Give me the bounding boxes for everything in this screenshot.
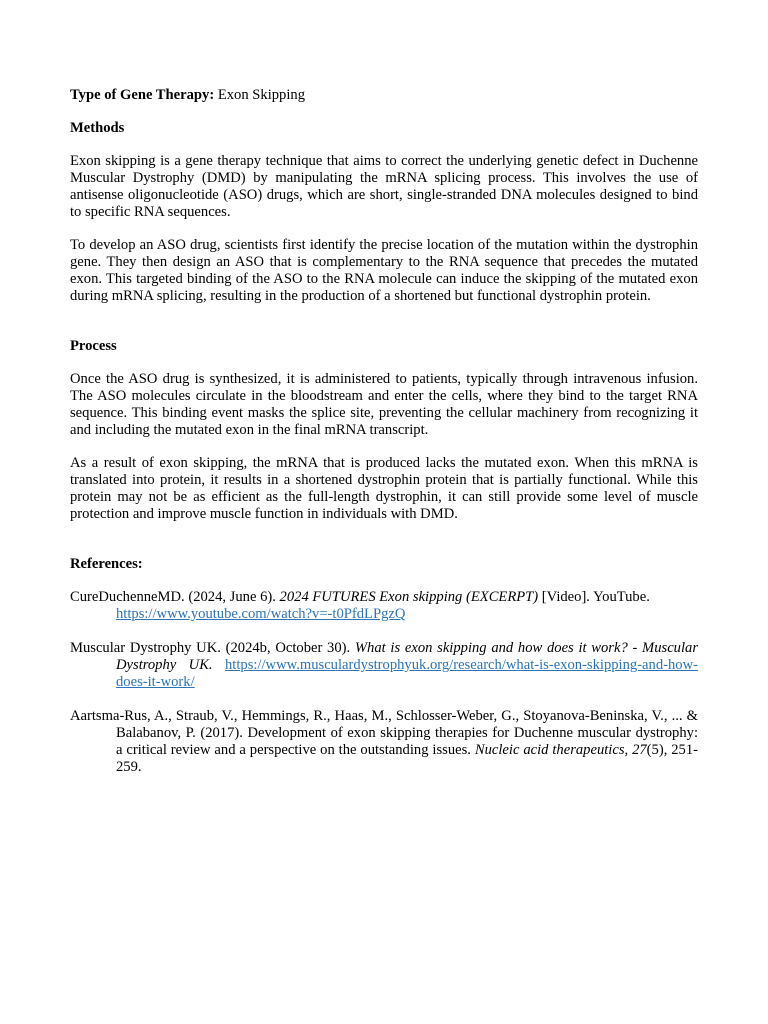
document-page <box>70 87 698 793</box>
reference-1-link[interactable]: https://www.youtube.com/watch?v=-t0PfdLPgzQ <box>116 606 406 622</box>
reference-2-title: What is exon skipping and how does it work? - Muscular Dystrophy UK. <box>116 640 698 673</box>
references-heading: References: <box>70 556 143 572</box>
therapy-type-value: Exon Skipping <box>214 87 305 103</box>
reference-item <box>70 708 698 776</box>
reference-1-source: [Video]. YouTube. <box>538 589 650 605</box>
methods-heading: Methods <box>70 120 125 136</box>
methods-paragraph-2: To develop an ASO drug, scientists first identify the precise location of the mutation within the dystrophin gene. They then design an ASO that is complementary to the RNA sequence that precedes the mutated exon. This targeted binding of the ASO to the RNA molecule can induce the skipping of the mutated exon during mRNA splicing, resulting in the production of a shortened but functional dystrophin protein. <box>70 237 698 304</box>
reference-3-citation: Aartsma-Rus, A., Straub, V., Hemmings, R., Haas, M., Schlosser-Weber, G., Stoyanova-Beninska, V., ... & Balabanov, P. (2017). Development of exon skipping therapies for Duchenne muscular dystrophy: a critical review and a perspective on the outstanding issues. <box>70 708 698 758</box>
reference-2-space <box>213 657 225 673</box>
process-paragraph-2: As a result of exon skipping, the mRNA that is produced lacks the mutated exon. When this mRNA is translated into protein, it results in a shortened dystrophin protein that is partially functional. While this protein may not be as efficient as the full-length dystrophin, it can still provide some level of muscle protection and improve muscle function in individuals with DMD. <box>70 455 698 522</box>
therapy-type-line <box>70 87 698 104</box>
therapy-type-label: Type of Gene Therapy: <box>70 87 215 103</box>
process-heading: Process <box>70 338 117 354</box>
reference-item <box>70 640 698 691</box>
reference-1-authors: CureDuchenneMD. (2024, June 6). <box>70 589 280 605</box>
reference-3-journal: Nucleic acid therapeutics <box>474 742 625 758</box>
reference-3-issue-pages: (5), 251-259. <box>116 742 698 775</box>
methods-paragraph-1: Exon skipping is a gene therapy technique that aims to correct the underlying genetic defect in Duchenne Muscular Dystrophy (DMD) by manipulating the mRNA splicing process. This involves the use of antisense oligonucleotide (ASO) drugs, which are short, single-stranded DNA molecules designed to bind to specific RNA sequences. <box>70 153 698 220</box>
process-paragraph-1: Once the ASO drug is synthesized, it is administered to patients, typically through intravenous infusion. The ASO molecules circulate in the bloodstream and enter the cells, where they bind to the target RNA sequence. This binding event masks the splice site, preventing the cellular machinery from recognizing it and including the mutated exon in the final mRNA transcript. <box>70 371 698 438</box>
reference-3-separator: , <box>624 742 633 758</box>
reference-3-volume: 27 <box>632 742 647 758</box>
reference-2-authors: Muscular Dystrophy UK. (2024b, October 30). <box>70 640 355 656</box>
reference-1-title: 2024 FUTURES Exon skipping (EXCERPT) <box>279 589 539 605</box>
reference-item <box>70 589 698 623</box>
reference-2-link[interactable]: https://www.musculardystrophyuk.org/research/what-is-exon-skipping-and-how-does-it-work/ <box>116 657 698 690</box>
